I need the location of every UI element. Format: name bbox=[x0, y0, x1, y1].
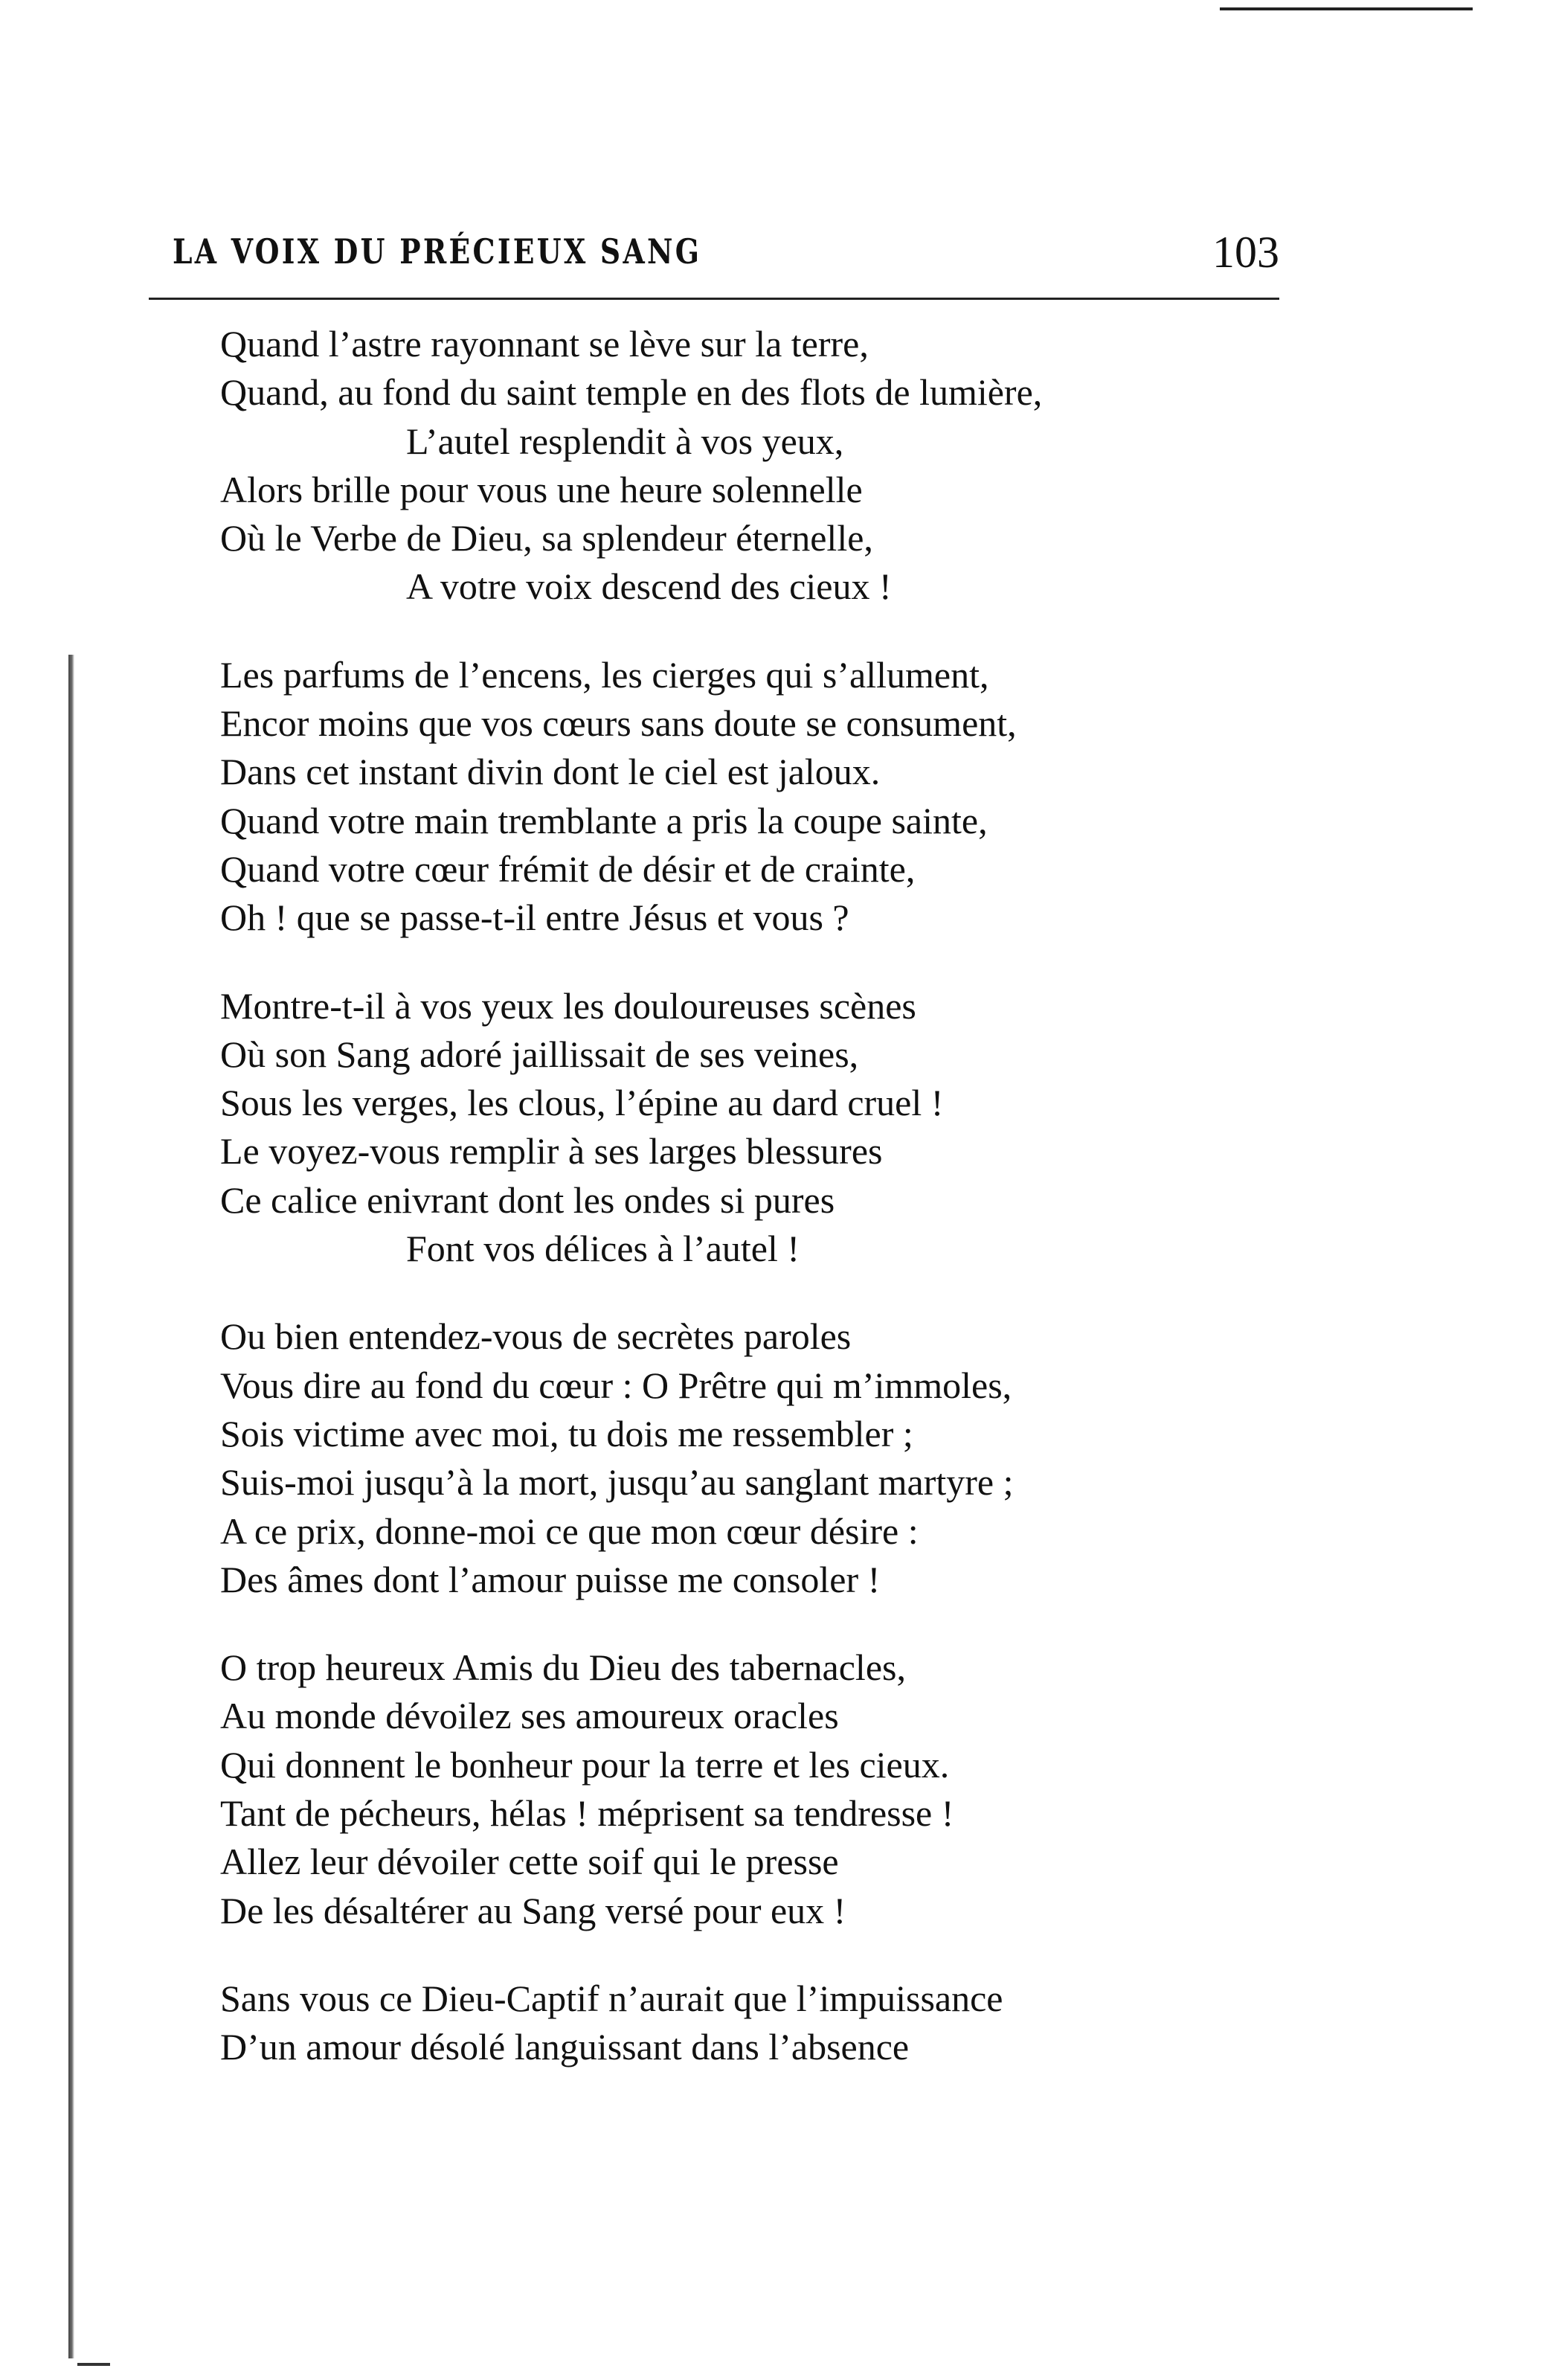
poem-line: Encor moins que vos cœurs sans doute se consument, bbox=[220, 702, 1017, 745]
stanza bbox=[220, 1975, 1276, 2072]
poem-line: Ou bien entendez-vous de secrètes paroles bbox=[220, 1315, 852, 1358]
poem-line: Où son Sang adoré jaillissait de ses veines, bbox=[220, 1033, 859, 1075]
poem-line: Sans vous ce Dieu-Captif n’aurait que l’impuissance bbox=[220, 1977, 1003, 2019]
poem-line: Qui donnent le bonheur pour la terre et les cieux. bbox=[220, 1743, 950, 1786]
stanza bbox=[220, 320, 1276, 612]
poem-line: D’un amour désolé languissant dans l’absence bbox=[220, 2026, 910, 2068]
poem-line: Quand, au fond du saint temple en des flots de lumière, bbox=[220, 371, 1043, 414]
running-title: LA VOIX DU PRÉCIEUX SANG bbox=[173, 231, 702, 272]
page-corner-mark bbox=[77, 2363, 110, 2366]
poem-line: Alors brille pour vous une heure solennelle bbox=[220, 468, 863, 510]
page-gutter-shadow bbox=[68, 655, 74, 2358]
poem-line: Les parfums de l’encens, les cierges qui s’allument, bbox=[220, 653, 989, 696]
page-number: 103 bbox=[1212, 228, 1279, 277]
poem-line: Oh ! que se passe-t-il entre Jésus et vous ? bbox=[220, 896, 849, 939]
poem-line: Montre-t-il à vos yeux les douloureuses scènes bbox=[220, 984, 916, 1027]
poem-line: Sois victime avec moi, tu dois me ressembler ; bbox=[220, 1412, 913, 1454]
poem-line: Quand votre cœur frémit de désir et de crainte, bbox=[220, 847, 916, 890]
header-rule bbox=[149, 298, 1279, 300]
stanza bbox=[220, 1312, 1276, 1604]
poem-line: Suis-moi jusqu’à la mort, jusqu’au sanglant martyre ; bbox=[220, 1461, 1014, 1504]
poem-line: L’autel resplendit à vos yeux, bbox=[406, 420, 844, 462]
poem-line: Quand votre main tremblante a pris la coupe sainte, bbox=[220, 799, 988, 841]
poem-line: Sous les verges, les clous, l’épine au dard cruel ! bbox=[220, 1082, 944, 1124]
poem-line: Vous dire au fond du cœur : O Prêtre qui m’immoles, bbox=[220, 1364, 1012, 1406]
poem-line: Ce calice enivrant dont les ondes si pures bbox=[220, 1178, 835, 1221]
poem-line: Dans cet instant divin dont le ciel est jaloux. bbox=[220, 751, 881, 793]
poem-body bbox=[220, 320, 1276, 2111]
poem-line: Allez leur dévoiler cette soif qui le presse bbox=[220, 1841, 839, 1883]
stanza bbox=[220, 1643, 1276, 1935]
poem-line: Où le Verbe de Dieu, sa splendeur éternelle, bbox=[220, 517, 873, 559]
poem-line: De les désaltérer au Sang versé pour eux ! bbox=[220, 1889, 846, 1931]
poem-line: A votre voix descend des cieux ! bbox=[406, 565, 892, 608]
stanza bbox=[220, 982, 1276, 1274]
poem-line: Le voyez-vous remplir à ses larges blessures bbox=[220, 1130, 883, 1173]
poem-line: Font vos délices à l’autel ! bbox=[406, 1228, 800, 1270]
poem-line: Quand l’astre rayonnant se lève sur la terre, bbox=[220, 323, 869, 365]
poem-line: Des âmes dont l’amour puisse me consoler ! bbox=[220, 1558, 881, 1600]
page-header bbox=[149, 227, 1279, 286]
poem-line: Tant de pécheurs, hélas ! méprisent sa tendresse ! bbox=[220, 1792, 954, 1835]
poem-line: O trop heureux Amis du Dieu des tabernacles, bbox=[220, 1646, 906, 1689]
top-edge-rule bbox=[1220, 7, 1473, 10]
poem-line: Au monde dévoilez ses amoureux oracles bbox=[220, 1695, 839, 1737]
stanza bbox=[220, 651, 1276, 943]
poem-line: A ce prix, donne-moi ce que mon cœur désire : bbox=[220, 1510, 919, 1552]
